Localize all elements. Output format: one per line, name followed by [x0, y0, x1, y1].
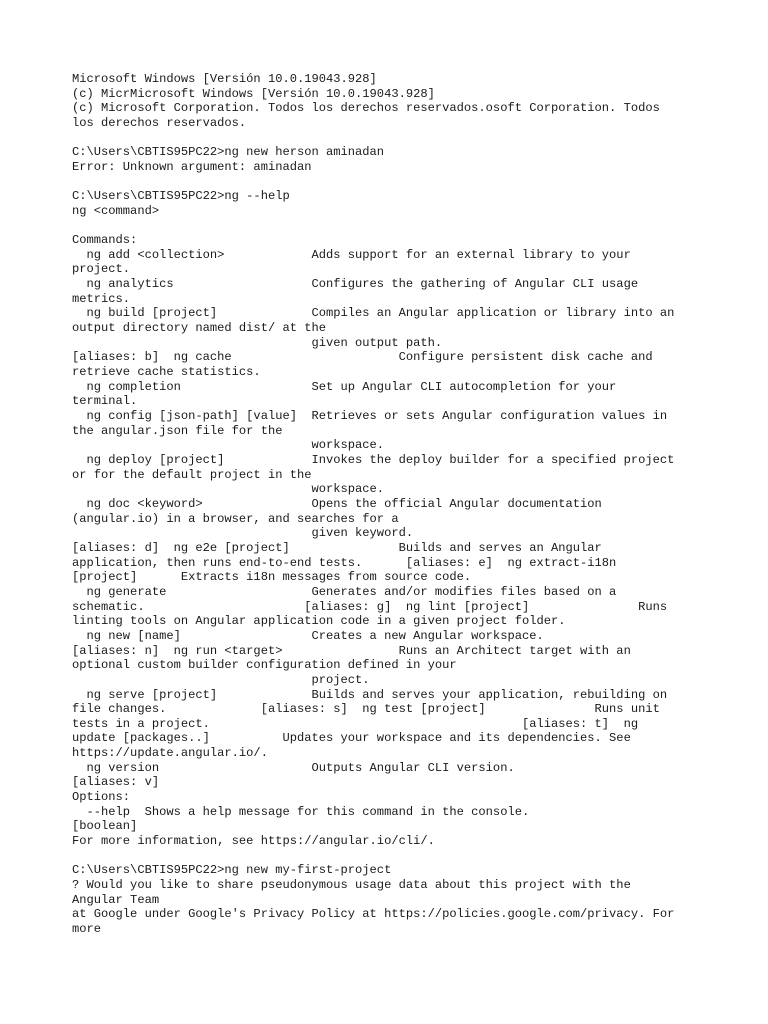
transcript-line: [72, 219, 712, 234]
transcript-line: Angular Team: [72, 892, 160, 907]
transcript-line: ng generate Generates and/or modifies files based on a: [72, 584, 617, 599]
transcript-line: [boolean]: [72, 819, 138, 834]
transcript-line: ng new [name] Creates a new Angular workspace.: [72, 628, 544, 643]
transcript-line: terminal.: [72, 394, 138, 409]
transcript-line: [project] Extracts i18n messages from source code.: [72, 570, 472, 585]
transcript-line: update [packages..] Updates your workspace and its dependencies. See: [72, 731, 631, 746]
transcript-line: workspace.: [72, 438, 385, 453]
transcript-line: https://update.angular.io/.: [72, 746, 268, 761]
transcript-line: ng build [project] Compiles an Angular application or library into an: [72, 306, 675, 321]
terminal-transcript: [72, 72, 712, 937]
transcript-line: metrics.: [72, 291, 131, 306]
transcript-line: project.: [72, 672, 370, 687]
transcript-line: or for the default project in the: [72, 467, 312, 482]
transcript-line: --help Shows a help message for this command in the console.: [72, 804, 530, 819]
transcript-line: project.: [72, 262, 131, 277]
transcript-line: ng deploy [project] Invokes the deploy builder for a specified project: [72, 453, 675, 468]
transcript-line: C:\Users\CBTIS95PC22>ng --help: [72, 189, 290, 204]
transcript-line: C:\Users\CBTIS95PC22>ng new my-first-project: [72, 863, 392, 878]
transcript-line: [aliases: v]: [72, 775, 160, 790]
transcript-line: ng add <collection> Adds support for an external library to your: [72, 247, 631, 262]
transcript-line: tests in a project. [aliases: t] ng: [72, 716, 639, 731]
transcript-line: ng doc <keyword> Opens the official Angular documentation: [72, 496, 602, 511]
transcript-line: file changes. [aliases: s] ng test [project] Runs unit: [72, 702, 660, 717]
transcript-line: [aliases: d] ng e2e [project] Builds and serves an Angular: [72, 540, 602, 555]
transcript-line: ng analytics Configures the gathering of Angular CLI usage: [72, 277, 639, 292]
transcript-line: Options:: [72, 790, 131, 805]
transcript-line: Commands:: [72, 233, 138, 248]
transcript-line: [aliases: b] ng cache Configure persistent disk cache and: [72, 350, 653, 365]
transcript-line: given keyword.: [72, 526, 414, 541]
transcript-line: schematic. [aliases: g] ng lint [project] Runs: [72, 599, 668, 614]
transcript-line: given output path.: [72, 335, 443, 350]
transcript-line: more: [72, 922, 102, 936]
transcript-line: (c) MicrMicrosoft Windows [Versión 10.0.19043.928]: [72, 86, 435, 101]
transcript-line: (angular.io) in a browser, and searches for a: [72, 511, 399, 526]
transcript-line: optional custom builder configuration defined in your: [72, 658, 457, 673]
transcript-line: ng version Outputs Angular CLI version.: [72, 760, 515, 775]
transcript-line: ng <command>: [72, 203, 160, 218]
transcript-line: Microsoft Windows [Versión 10.0.19043.928]: [72, 72, 377, 86]
transcript-line: application, then runs end-to-end tests. [aliases: e] ng extract-i18n: [72, 555, 617, 570]
transcript-line: ng serve [project] Builds and serves your application, rebuilding on: [72, 687, 668, 702]
transcript-line: workspace.: [72, 482, 385, 497]
transcript-line: [72, 849, 712, 864]
transcript-line: [aliases: n] ng run <target> Runs an Architect target with an: [72, 643, 631, 658]
transcript-line: the angular.json file for the: [72, 423, 283, 438]
transcript-line: retrieve cache statistics.: [72, 365, 261, 380]
transcript-line: Error: Unknown argument: aminadan: [72, 159, 312, 174]
transcript-line: (c) Microsoft Corporation. Todos los derechos reservados.osoft Corporation. Todos: [72, 101, 660, 116]
transcript-line: ng completion Set up Angular CLI autocompletion for your: [72, 379, 617, 394]
transcript-line: linting tools on Angular application code in a given project folder.: [72, 614, 566, 629]
transcript-line: For more information, see https://angular.io/cli/.: [72, 834, 435, 849]
transcript-line: at Google under Google's Privacy Policy at https://policies.google.com/privacy. For: [72, 907, 675, 922]
transcript-line: ? Would you like to share pseudonymous usage data about this project with the: [72, 878, 631, 893]
transcript-line: los derechos reservados.: [72, 115, 247, 130]
transcript-line: output directory named dist/ at the: [72, 321, 327, 336]
transcript-line: [72, 131, 712, 146]
transcript-line: ng config [json-path] [value] Retrieves or sets Angular configuration values in: [72, 409, 668, 424]
transcript-line: [72, 175, 712, 190]
transcript-line: C:\Users\CBTIS95PC22>ng new herson aminadan: [72, 145, 385, 160]
